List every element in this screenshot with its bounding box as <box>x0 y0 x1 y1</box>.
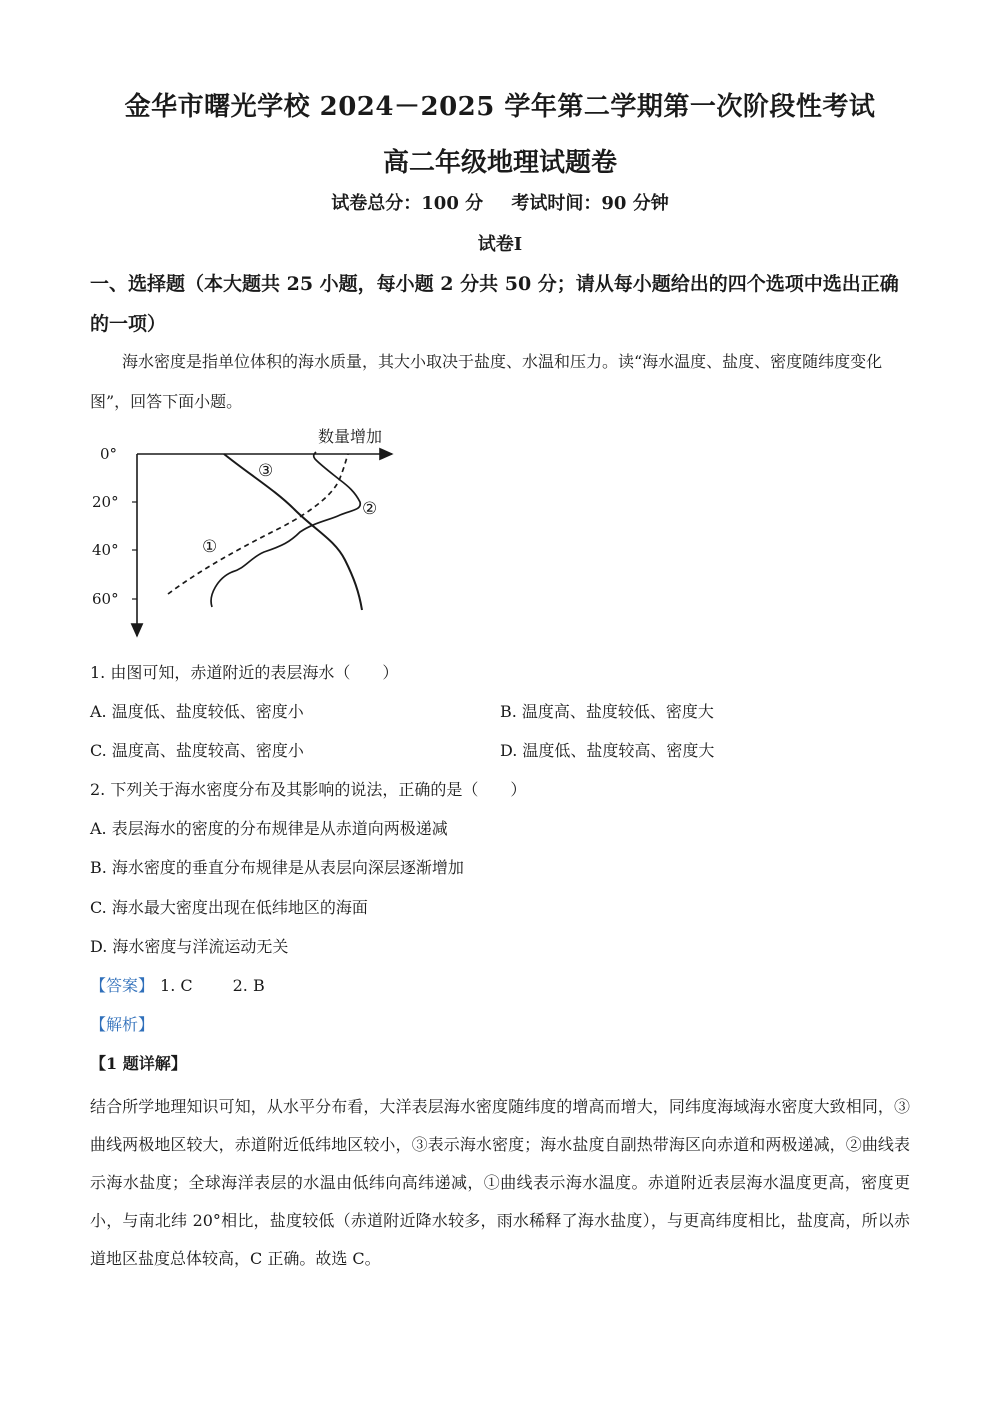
salinity-curve <box>211 452 360 607</box>
detail-text: 结合所学地理知识可知，从水平分布看，大洋表层海水密度随纬度的增高而增大，同纬度海域海水密度大致相同，③曲线两极地区较大，赤道附近低纬地区较小，③表示海水密度；海水盐度自副热带海区向赤道和两极递减，②曲线表示海水盐度；全球海洋表层的水温由低纬向高纬递减，①曲线表示海水温度。赤道附近表层海水温度更高，密度更小，与南北纬 20°相比，盐度较低（赤道附近降水较多，雨水稀释了海水盐度），与更高纬度相比，盐度高，所以赤道地区盐度总体较高，C 正确。故选 C。 <box>90 1097 910 1268</box>
question-1-stem: 1. 由图可知，赤道附近的表层海水（ ） <box>90 663 399 682</box>
answer-line <box>90 974 265 998</box>
curve-label-2: ② <box>362 499 378 519</box>
y-tick-0: 0° <box>100 445 118 463</box>
exam-meta <box>0 189 1000 215</box>
analysis-tag: 【解析】 <box>90 1015 155 1034</box>
question-2-stem: 2. 下列关于海水密度分布及其影响的说法，正确的是（ ） <box>90 780 527 799</box>
answer-tag: 【答案】 <box>90 976 155 995</box>
answer-1: 1. C <box>160 976 193 995</box>
y-tick-60: 60° <box>92 590 119 608</box>
q1-option-b: B. 温度高、盐度较低、密度大 <box>500 702 714 721</box>
q2-option-c: C. 海水最大密度出现在低纬地区的海面 <box>90 898 368 917</box>
detail-title: 【1 题详解】 <box>90 1054 187 1073</box>
exam-subtitle: 高二年级地理试题卷 <box>382 148 617 178</box>
q2-option-d: D. 海水密度与洋流运动无关 <box>90 937 289 956</box>
q2-option-b: B. 海水密度的垂直分布规律是从表层向深层逐渐增加 <box>90 858 464 877</box>
x-axis-label: 数量增加 <box>318 427 383 446</box>
density-curve <box>224 454 362 610</box>
answer-2: 2. B <box>232 976 265 995</box>
total-score: 试卷总分：100 分 <box>331 193 484 214</box>
latitude-chart <box>90 420 420 650</box>
curve-label-1: ① <box>202 537 218 557</box>
exam-title: 金华市曙光学校 2024－2025 学年第二学期第一次阶段性考试 <box>124 92 876 122</box>
latitude-figure <box>90 420 420 650</box>
curve-label-3: ③ <box>258 461 274 481</box>
y-tick-20: 20° <box>92 493 119 511</box>
q1-option-c: C. 温度高、盐度较高、密度小 <box>90 741 304 760</box>
y-tick-40: 40° <box>92 541 119 559</box>
q1-option-a: A. 温度低、盐度较低、密度小 <box>90 702 304 721</box>
exam-time: 考试时间：90 分钟 <box>511 193 669 214</box>
section-heading: 一、选择题（本大题共 25 小题，每小题 2 分共 50 分；请从每小题给出的四个选项中选出正确的一项） <box>90 273 899 335</box>
intro-paragraph: 海水密度是指单位体积的海水质量，其大小取决于盐度、水温和压力。读“海水温度、盐度、密度随纬度变化图”，回答下面小题。 <box>90 352 883 411</box>
q1-option-d: D. 温度低、盐度较高、密度大 <box>500 741 715 760</box>
q2-option-a: A. 表层海水的密度的分布规律是从赤道向两极递减 <box>90 819 448 838</box>
paper-label: 试卷Ⅰ <box>477 234 523 255</box>
